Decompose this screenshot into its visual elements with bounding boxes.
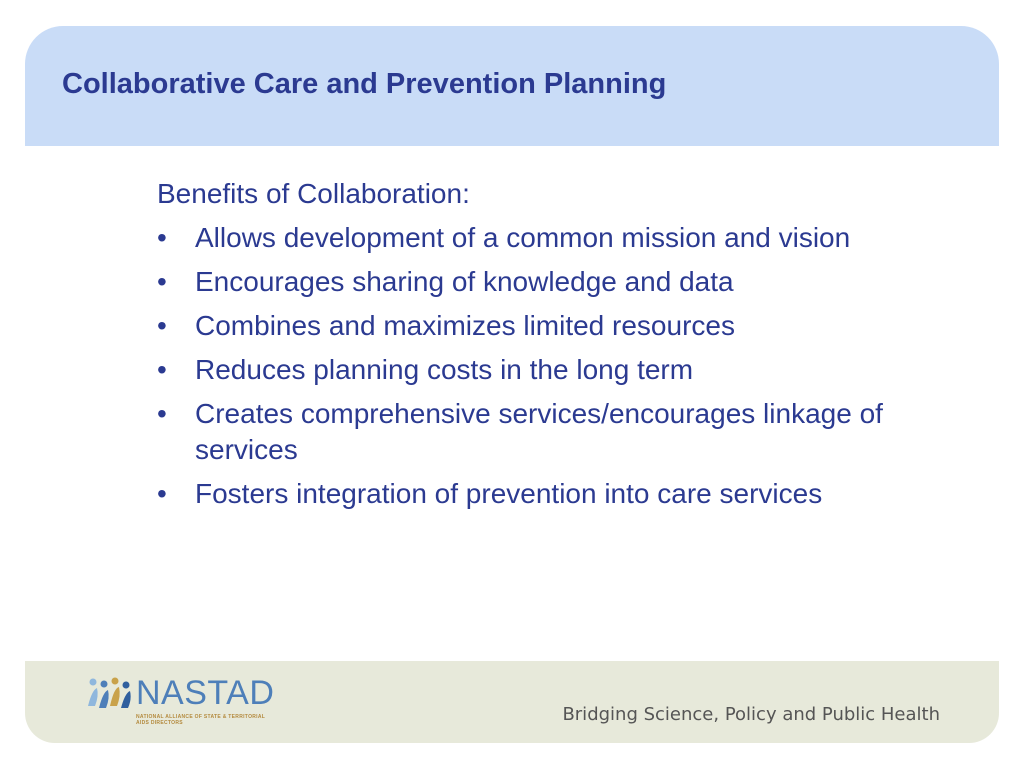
- logo-subtitle: NATIONAL ALLIANCE OF STATE & TERRITORIAL AIDS DIRECTORS: [136, 714, 266, 726]
- list-item: [157, 476, 937, 512]
- list-item-text: Allows development of a common mission and vision: [195, 222, 851, 253]
- list-item-text: Creates comprehensive services/encourages linkage of services: [195, 398, 883, 465]
- slide-body: [157, 176, 937, 520]
- bullet-icon: •: [157, 310, 167, 341]
- benefits-list: [157, 220, 937, 512]
- footer-tagline: Bridging Science, Policy and Public Health: [562, 704, 940, 725]
- bullet-icon: •: [157, 354, 167, 385]
- intro-text: Benefits of Collaboration:: [157, 178, 470, 209]
- bullet-icon: •: [157, 398, 167, 429]
- logo-wordmark: NASTAD: [136, 674, 275, 712]
- list-item: [157, 220, 937, 256]
- list-item-text: Reduces planning costs in the long term: [195, 354, 694, 385]
- people-group-icon: [86, 676, 134, 710]
- list-item: [157, 264, 937, 300]
- list-item-text: Encourages sharing of knowledge and data: [195, 266, 734, 297]
- bullet-icon: •: [157, 266, 167, 297]
- list-item: [157, 396, 937, 468]
- list-item: [157, 308, 937, 344]
- nastad-logo: [86, 672, 286, 732]
- slide-title: Collaborative Care and Prevention Planning: [62, 68, 667, 100]
- list-item: [157, 352, 937, 388]
- list-item-text: Combines and maximizes limited resources: [195, 310, 735, 341]
- list-item-text: Fosters integration of prevention into care services: [195, 478, 823, 509]
- bullet-icon: •: [157, 478, 167, 509]
- bullet-icon: •: [157, 222, 167, 253]
